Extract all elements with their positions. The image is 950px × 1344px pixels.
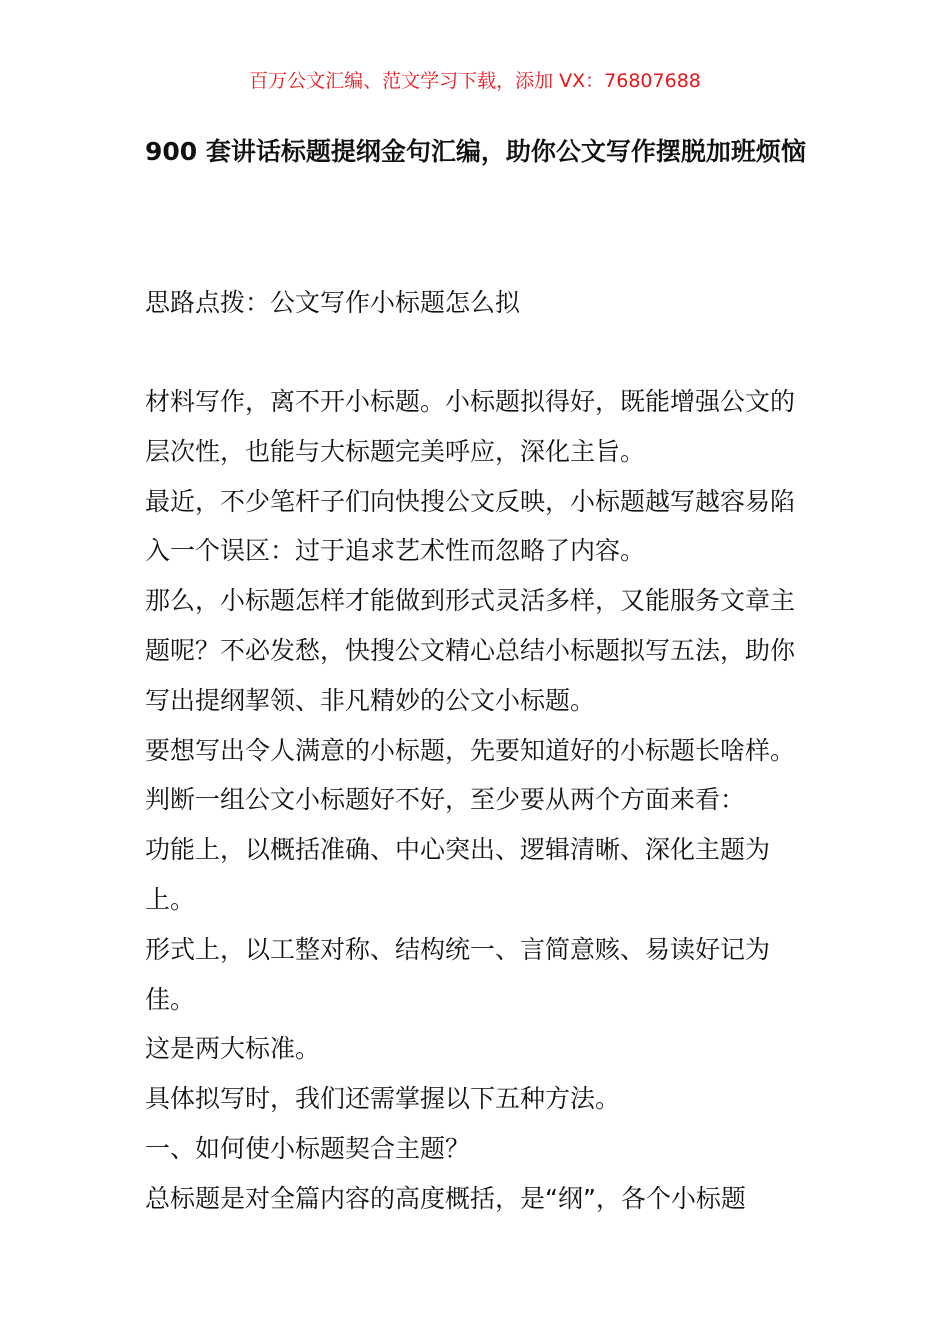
- paragraph: 功能上，以概括准确、中心突出、逻辑清晰、深化主题为上。: [145, 835, 771, 914]
- paragraph: 总标题是对全篇内容的高度概括，是“纲”，各个小标题: [145, 1183, 746, 1213]
- paragraph: 最近，不少笔杆子们向快搜公文反映，小标题越写越容易陷入一个误区：过于追求艺术性而忽略了内容。: [145, 486, 796, 566]
- paragraph: 那么，小标题怎样才能做到形式灵活多样，又能服务文章主题呢？不必发愁，快搜公文精心总结小标题拟写五法，助你写出提纲挈领、非凡精妙的公文小标题。: [145, 586, 796, 715]
- header-banner: 百万公文汇编、范文学习下载，添加 VX：76807688: [249, 70, 701, 92]
- paragraph: 这是两大标准。: [145, 1034, 321, 1064]
- paragraph: 形式上，以工整对称、结构统一、言简意赅、易读好记为佳。: [145, 934, 771, 1014]
- body-text: [145, 377, 813, 1224]
- paragraph: 材料写作，离不开小标题。小标题拟得好，既能增强公文的层次性，也能与大标题完美呼应，深化主旨。: [145, 387, 796, 466]
- paragraph: 判断一组公文小标题好不好，至少要从两个方面来看：: [145, 785, 746, 815]
- paragraph: 要想写出令人满意的小标题，先要知道好的小标题长啥样。: [145, 735, 796, 765]
- paragraph: 一、如何使小标题契合主题？: [145, 1133, 471, 1163]
- paragraph: 具体拟写时，我们还需掌握以下五种方法。: [145, 1084, 621, 1114]
- document-title: 900 套讲话标题提纲金句汇编，助你公文写作摆脱加班烦恼: [145, 137, 806, 166]
- section-label: 思路点拨：公文写作小标题怎么拟: [145, 288, 521, 317]
